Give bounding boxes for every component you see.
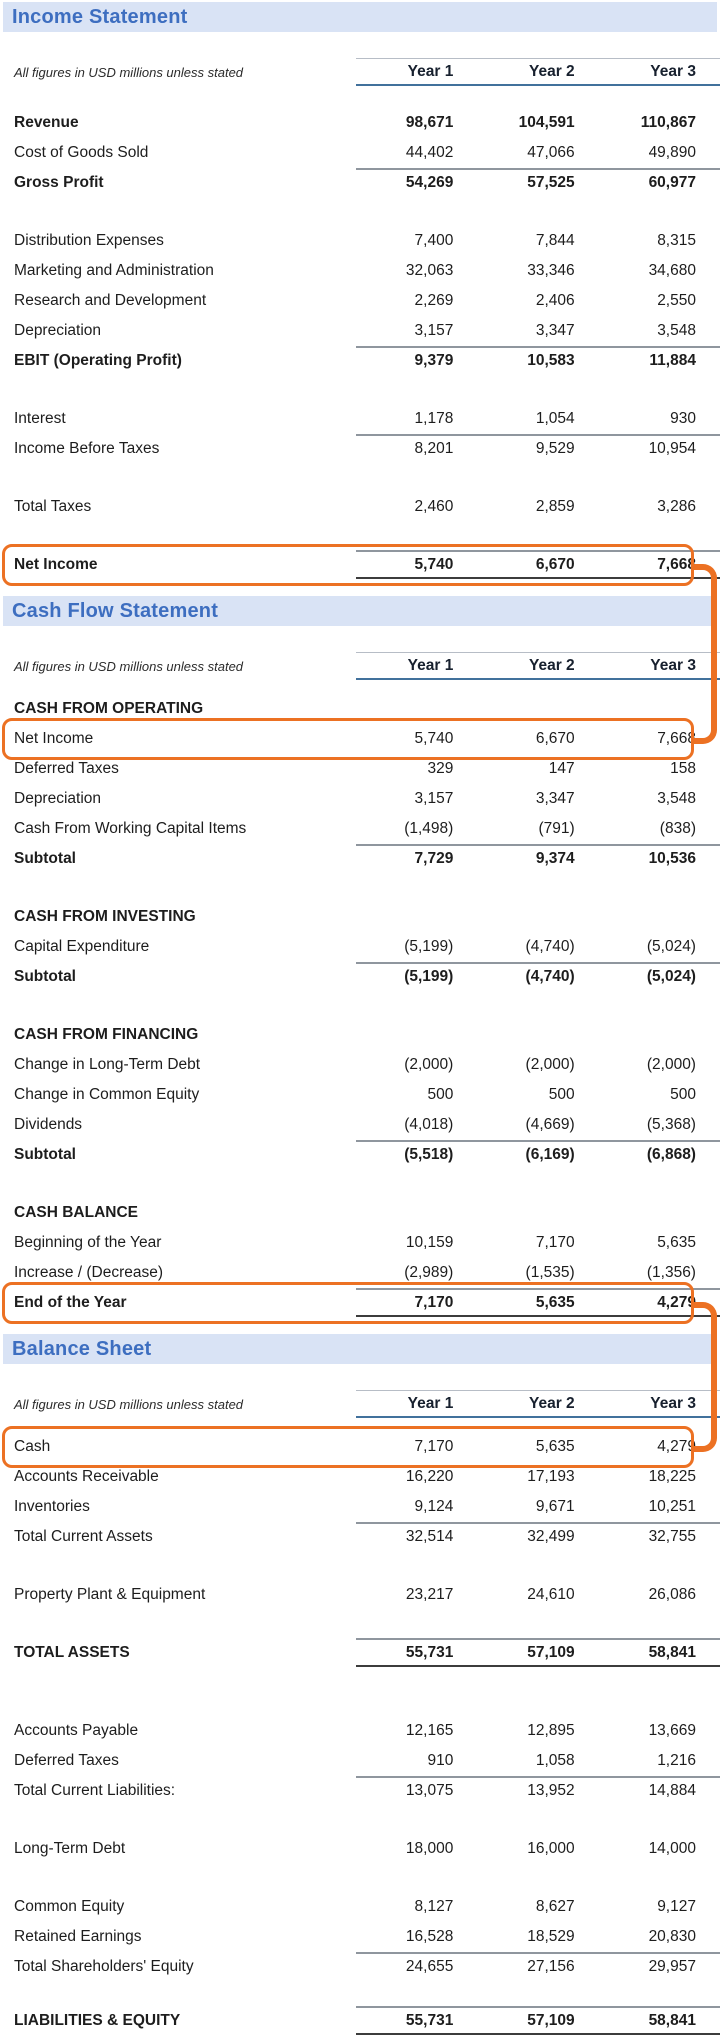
spacer xyxy=(0,992,720,1020)
value-year-3: 3,548 xyxy=(657,322,696,339)
row-label: Retained Earnings xyxy=(14,1928,142,1945)
value-year-2: 104,591 xyxy=(518,114,575,131)
row-capital-expenditure xyxy=(0,932,720,962)
column-header-year-3: Year 3 xyxy=(650,63,696,80)
group-heading-cash-balance xyxy=(0,1198,720,1228)
value-year-2: 2,859 xyxy=(535,498,575,515)
row-values xyxy=(356,1258,720,1288)
value-year-1: 9,379 xyxy=(414,352,454,369)
row-label: Beginning of the Year xyxy=(14,1234,162,1251)
value-year-2: 18,529 xyxy=(527,1928,575,1945)
spacer xyxy=(0,1610,720,1638)
value-year-2: (4,669) xyxy=(525,1116,575,1133)
year-column-headers xyxy=(356,1390,720,1418)
value-year-1: 55,731 xyxy=(405,2012,454,2029)
spacer xyxy=(0,198,720,226)
row-values xyxy=(356,434,720,464)
row-cash-from-working-capital-items xyxy=(0,814,720,844)
value-year-3: (6,868) xyxy=(646,1146,696,1163)
spacer xyxy=(0,680,720,694)
value-year-1: 18,000 xyxy=(405,1840,454,1857)
year-column-headers xyxy=(356,652,720,680)
row-values xyxy=(356,1834,720,1864)
row-label: Subtotal xyxy=(14,850,76,867)
row-dividends xyxy=(0,1110,720,1140)
value-year-1: 44,402 xyxy=(405,144,454,161)
row-label: Total Current Liabilities: xyxy=(14,1782,176,1799)
value-year-2: 47,066 xyxy=(527,144,575,161)
value-year-3: 3,548 xyxy=(657,790,696,807)
value-year-3: 110,867 xyxy=(640,114,696,131)
value-year-2: (2,000) xyxy=(525,1056,575,1073)
row-values xyxy=(356,1638,720,1668)
row-label: Common Equity xyxy=(14,1898,125,1915)
row-total-shareholders-equity xyxy=(0,1952,720,1982)
financial-model-document xyxy=(0,2,720,2036)
row-research-and-development xyxy=(0,286,720,316)
value-year-1: (5,518) xyxy=(404,1146,454,1163)
row-ebit-operating-profit xyxy=(0,346,720,376)
row-total-assets xyxy=(0,1638,720,1668)
row-label: Cash From Working Capital Items xyxy=(14,820,247,837)
value-year-3: 26,086 xyxy=(648,1586,696,1603)
column-header-year-2: Year 2 xyxy=(528,63,575,80)
row-deferred-taxes xyxy=(0,754,720,784)
value-year-2: 57,109 xyxy=(527,1644,575,1661)
value-year-3: 7,668 xyxy=(657,730,696,747)
row-label: Marketing and Administration xyxy=(14,262,214,279)
row-net-income xyxy=(0,550,720,580)
value-year-2: 8,627 xyxy=(535,1898,575,1915)
row-label: Income Before Taxes xyxy=(14,440,160,457)
row-subtotal xyxy=(0,844,720,874)
row-label: Net Income xyxy=(14,730,94,747)
spacer xyxy=(0,874,720,902)
row-values xyxy=(356,492,720,522)
group-heading-label: CASH FROM OPERATING xyxy=(14,700,204,717)
row-label: Total Shareholders' Equity xyxy=(14,1958,194,1975)
row-values xyxy=(356,1492,720,1522)
row-subtotal xyxy=(0,1140,720,1170)
value-year-3: 14,000 xyxy=(648,1840,696,1857)
value-year-3: 158 xyxy=(670,760,696,777)
row-net-income xyxy=(0,724,720,754)
row-label: Depreciation xyxy=(14,322,102,339)
spacer xyxy=(0,522,720,550)
value-year-1: 329 xyxy=(427,760,454,777)
row-end-of-the-year xyxy=(0,1288,720,1318)
value-year-2: 6,670 xyxy=(535,556,575,573)
value-year-1: 32,514 xyxy=(405,1528,454,1545)
row-depreciation xyxy=(0,784,720,814)
units-note: All figures in USD millions unless stated xyxy=(14,1396,244,1412)
row-marketing-and-administration xyxy=(0,256,720,286)
value-year-1: 7,170 xyxy=(414,1294,454,1311)
row-values xyxy=(356,286,720,316)
row-label: Cost of Goods Sold xyxy=(14,144,149,161)
row-income-before-taxes xyxy=(0,434,720,464)
spacer xyxy=(0,1806,720,1834)
value-year-1: 2,460 xyxy=(414,498,454,515)
spacer xyxy=(0,1418,720,1432)
value-year-2: 57,525 xyxy=(527,174,575,191)
value-year-2: (4,740) xyxy=(525,938,575,955)
row-values xyxy=(356,108,720,138)
value-year-2: 32,499 xyxy=(527,1528,575,1545)
value-year-3: 4,279 xyxy=(657,1294,696,1311)
units-note: All figures in USD millions unless stated xyxy=(14,658,244,674)
value-year-1: 7,170 xyxy=(414,1438,454,1455)
row-values xyxy=(356,784,720,814)
row-accounts-payable xyxy=(0,1716,720,1746)
row-values xyxy=(356,1050,720,1080)
value-year-2: 12,895 xyxy=(527,1722,575,1739)
spacer xyxy=(0,1982,720,2006)
row-label: Net Income xyxy=(14,556,98,573)
row-label: Deferred Taxes xyxy=(14,1752,119,1769)
value-year-1: (5,199) xyxy=(404,938,454,955)
row-label: Accounts Payable xyxy=(14,1722,139,1739)
statement-income-statement xyxy=(0,2,720,580)
value-year-1: (2,989) xyxy=(404,1264,454,1281)
column-header-year-2: Year 2 xyxy=(528,1395,575,1412)
row-change-in-common-equity xyxy=(0,1080,720,1110)
row-values xyxy=(356,1110,720,1140)
row-values xyxy=(356,754,720,784)
value-year-3: 930 xyxy=(670,410,696,427)
value-year-1: (5,199) xyxy=(404,968,454,985)
value-year-3: 8,315 xyxy=(657,232,696,249)
row-distribution-expenses xyxy=(0,226,720,256)
value-year-3: 58,841 xyxy=(648,1644,696,1661)
value-year-1: 24,655 xyxy=(405,1958,454,1975)
value-year-1: 9,124 xyxy=(414,1498,454,1515)
value-year-2: 57,109 xyxy=(527,2012,575,2029)
value-year-1: 32,063 xyxy=(405,262,454,279)
value-year-1: 16,528 xyxy=(405,1928,454,1945)
row-label: Subtotal xyxy=(14,968,76,985)
row-values xyxy=(356,346,720,376)
row-total-current-liabilities xyxy=(0,1776,720,1806)
column-header-row xyxy=(0,58,720,86)
value-year-3: 29,957 xyxy=(648,1958,696,1975)
value-year-1: 1,178 xyxy=(414,410,454,427)
column-header-row xyxy=(0,652,720,680)
value-year-1: (4,018) xyxy=(404,1116,454,1133)
value-year-2: 1,058 xyxy=(535,1752,575,1769)
value-year-1: 5,740 xyxy=(414,556,454,573)
row-label: Research and Development xyxy=(14,292,207,309)
group-heading-label: CASH BALANCE xyxy=(14,1204,138,1221)
statement-cash-flow-statement xyxy=(0,596,720,1318)
value-year-3: (838) xyxy=(659,820,696,837)
row-depreciation xyxy=(0,316,720,346)
row-values xyxy=(356,932,720,962)
row-change-in-long-term-debt xyxy=(0,1050,720,1080)
row-label: Total Taxes xyxy=(14,498,92,515)
value-year-3: 34,680 xyxy=(648,262,696,279)
value-year-2: 9,671 xyxy=(535,1498,575,1515)
row-values xyxy=(356,844,720,874)
value-year-1: 98,671 xyxy=(405,114,454,131)
row-values xyxy=(356,1140,720,1170)
value-year-2: 3,347 xyxy=(535,322,575,339)
column-header-year-3: Year 3 xyxy=(650,1395,696,1412)
value-year-1: 12,165 xyxy=(405,1722,454,1739)
row-values xyxy=(356,724,720,754)
group-heading-label: CASH FROM INVESTING xyxy=(14,908,196,925)
group-heading-cash-from-financing xyxy=(0,1020,720,1050)
row-label: Inventories xyxy=(14,1498,90,1515)
value-year-3: 18,225 xyxy=(648,1468,696,1485)
column-header-year-1: Year 1 xyxy=(407,1395,454,1412)
row-values xyxy=(356,1580,720,1610)
row-values xyxy=(356,1746,720,1776)
value-year-2: (1,535) xyxy=(525,1264,575,1281)
value-year-2: 13,952 xyxy=(527,1782,575,1799)
row-values xyxy=(356,226,720,256)
row-label: Long-Term Debt xyxy=(14,1840,126,1857)
value-year-1: 7,400 xyxy=(414,232,454,249)
value-year-2: 1,054 xyxy=(535,410,575,427)
value-year-3: 10,251 xyxy=(648,1498,696,1515)
value-year-3: 7,668 xyxy=(657,556,696,573)
value-year-2: (6,169) xyxy=(525,1146,575,1163)
value-year-3: 14,884 xyxy=(648,1782,696,1799)
row-values xyxy=(356,1228,720,1258)
row-values xyxy=(356,138,720,168)
value-year-3: 3,286 xyxy=(657,498,696,515)
row-values xyxy=(356,1716,720,1746)
value-year-3: 49,890 xyxy=(648,144,696,161)
value-year-2: 24,610 xyxy=(527,1586,575,1603)
value-year-1: 5,740 xyxy=(414,730,454,747)
section-title-income-statement: Income Statement xyxy=(3,2,717,32)
value-year-2: 500 xyxy=(548,1086,575,1103)
row-deferred-taxes xyxy=(0,1746,720,1776)
row-gross-profit xyxy=(0,168,720,198)
value-year-2: 5,635 xyxy=(535,1438,575,1455)
value-year-3: 10,954 xyxy=(648,440,696,457)
row-label: EBIT (Operating Profit) xyxy=(14,352,182,369)
row-label: Gross Profit xyxy=(14,174,104,191)
value-year-1: 54,269 xyxy=(405,174,454,191)
spacer xyxy=(0,1864,720,1892)
row-values xyxy=(356,1288,720,1318)
row-interest xyxy=(0,404,720,434)
value-year-2: 9,529 xyxy=(535,440,575,457)
value-year-3: (2,000) xyxy=(646,1056,696,1073)
value-year-2: 33,346 xyxy=(527,262,575,279)
value-year-1: 910 xyxy=(427,1752,454,1769)
value-year-3: (5,024) xyxy=(646,968,696,985)
row-label: Capital Expenditure xyxy=(14,938,150,955)
row-values xyxy=(356,1952,720,1982)
value-year-1: 8,201 xyxy=(414,440,454,457)
spacer xyxy=(0,1170,720,1198)
value-year-1: 55,731 xyxy=(405,1644,454,1661)
spacer xyxy=(0,86,720,108)
value-year-2: (4,740) xyxy=(525,968,575,985)
value-year-3: 4,279 xyxy=(657,1438,696,1455)
column-header-row xyxy=(0,1390,720,1418)
row-property-plant-equipment xyxy=(0,1580,720,1610)
row-total-current-assets xyxy=(0,1522,720,1552)
row-label: Revenue xyxy=(14,114,79,131)
value-year-3: 32,755 xyxy=(648,1528,696,1545)
column-header-year-1: Year 1 xyxy=(407,63,454,80)
value-year-2: 3,347 xyxy=(535,790,575,807)
value-year-3: 13,669 xyxy=(648,1722,696,1739)
value-year-2: 7,844 xyxy=(535,232,575,249)
row-values xyxy=(356,2006,720,2036)
value-year-1: (1,498) xyxy=(404,820,454,837)
value-year-2: (791) xyxy=(538,820,575,837)
row-cash xyxy=(0,1432,720,1462)
row-label: Change in Common Equity xyxy=(14,1086,200,1103)
group-heading-label: CASH FROM FINANCING xyxy=(14,1026,199,1043)
value-year-3: (1,356) xyxy=(646,1264,696,1281)
row-label: Dividends xyxy=(14,1116,83,1133)
row-accounts-receivable xyxy=(0,1462,720,1492)
value-year-2: 5,635 xyxy=(535,1294,575,1311)
value-year-2: 10,583 xyxy=(527,352,575,369)
value-year-3: 1,216 xyxy=(657,1752,696,1769)
row-label: Distribution Expenses xyxy=(14,232,164,249)
row-label: Accounts Receivable xyxy=(14,1468,159,1485)
row-label: End of the Year xyxy=(14,1294,127,1311)
value-year-1: 8,127 xyxy=(414,1898,454,1915)
value-year-1: 2,269 xyxy=(414,292,454,309)
row-increase-decrease xyxy=(0,1258,720,1288)
statement-balance-sheet xyxy=(0,1334,720,2036)
row-values xyxy=(356,1776,720,1806)
value-year-1: 23,217 xyxy=(405,1586,454,1603)
units-note: All figures in USD millions unless stated xyxy=(14,64,244,80)
row-values xyxy=(356,1432,720,1462)
row-label: Change in Long-Term Debt xyxy=(14,1056,201,1073)
value-year-2: 2,406 xyxy=(535,292,575,309)
value-year-3: 500 xyxy=(670,1086,696,1103)
group-heading-cash-from-investing xyxy=(0,902,720,932)
row-revenue xyxy=(0,108,720,138)
value-year-1: 13,075 xyxy=(405,1782,454,1799)
value-year-3: (5,024) xyxy=(646,938,696,955)
spacer xyxy=(0,1668,720,1716)
row-label: TOTAL ASSETS xyxy=(14,1644,130,1661)
row-common-equity xyxy=(0,1892,720,1922)
value-year-2: 7,170 xyxy=(535,1234,575,1251)
row-label: Deferred Taxes xyxy=(14,760,119,777)
group-heading-cash-from-operating xyxy=(0,694,720,724)
row-values xyxy=(356,1080,720,1110)
row-label: Total Current Assets xyxy=(14,1528,153,1545)
value-year-3: 58,841 xyxy=(648,2012,696,2029)
row-inventories xyxy=(0,1492,720,1522)
row-values xyxy=(356,550,720,580)
value-year-2: 16,000 xyxy=(527,1840,575,1857)
value-year-3: 20,830 xyxy=(648,1928,696,1945)
row-subtotal xyxy=(0,962,720,992)
row-values xyxy=(356,1522,720,1552)
value-year-3: 2,550 xyxy=(657,292,696,309)
row-values xyxy=(356,256,720,286)
row-label: LIABILITIES & EQUITY xyxy=(14,2012,181,2029)
value-year-3: 9,127 xyxy=(657,1898,696,1915)
value-year-2: 147 xyxy=(548,760,575,777)
row-label: Property Plant & Equipment xyxy=(14,1586,206,1603)
row-long-term-debt xyxy=(0,1834,720,1864)
row-label: Cash xyxy=(14,1438,51,1455)
spacer xyxy=(0,376,720,404)
value-year-3: 60,977 xyxy=(648,174,696,191)
row-values xyxy=(356,814,720,844)
row-values xyxy=(356,1892,720,1922)
value-year-2: 9,374 xyxy=(535,850,575,867)
row-values xyxy=(356,168,720,198)
value-year-3: 11,884 xyxy=(649,352,696,369)
column-header-year-1: Year 1 xyxy=(407,657,454,674)
value-year-3: (5,368) xyxy=(646,1116,696,1133)
row-label: Depreciation xyxy=(14,790,102,807)
row-values xyxy=(356,1462,720,1492)
value-year-1: 500 xyxy=(427,1086,454,1103)
value-year-1: 7,729 xyxy=(414,850,454,867)
row-label: Interest xyxy=(14,410,66,427)
row-cost-of-goods-sold xyxy=(0,138,720,168)
row-values xyxy=(356,1922,720,1952)
value-year-1: 16,220 xyxy=(405,1468,454,1485)
section-title-cash-flow-statement: Cash Flow Statement xyxy=(3,596,717,626)
year-column-headers xyxy=(356,58,720,86)
row-values xyxy=(356,404,720,434)
value-year-2: 6,670 xyxy=(535,730,575,747)
row-values xyxy=(356,962,720,992)
value-year-3: 10,536 xyxy=(648,850,696,867)
column-header-year-3: Year 3 xyxy=(650,657,696,674)
row-retained-earnings xyxy=(0,1922,720,1952)
value-year-1: 3,157 xyxy=(414,790,454,807)
value-year-1: 3,157 xyxy=(414,322,454,339)
row-beginning-of-the-year xyxy=(0,1228,720,1258)
column-header-year-2: Year 2 xyxy=(528,657,575,674)
section-title-balance-sheet: Balance Sheet xyxy=(3,1334,717,1364)
value-year-3: 5,635 xyxy=(657,1234,696,1251)
row-total-taxes xyxy=(0,492,720,522)
row-liabilities-equity xyxy=(0,2006,720,2036)
value-year-2: 27,156 xyxy=(527,1958,575,1975)
value-year-1: (2,000) xyxy=(404,1056,454,1073)
row-label: Increase / (Decrease) xyxy=(14,1264,164,1281)
row-label: Subtotal xyxy=(14,1146,76,1163)
row-values xyxy=(356,316,720,346)
value-year-1: 10,159 xyxy=(405,1234,454,1251)
spacer xyxy=(0,464,720,492)
value-year-2: 17,193 xyxy=(527,1468,575,1485)
spacer xyxy=(0,1552,720,1580)
